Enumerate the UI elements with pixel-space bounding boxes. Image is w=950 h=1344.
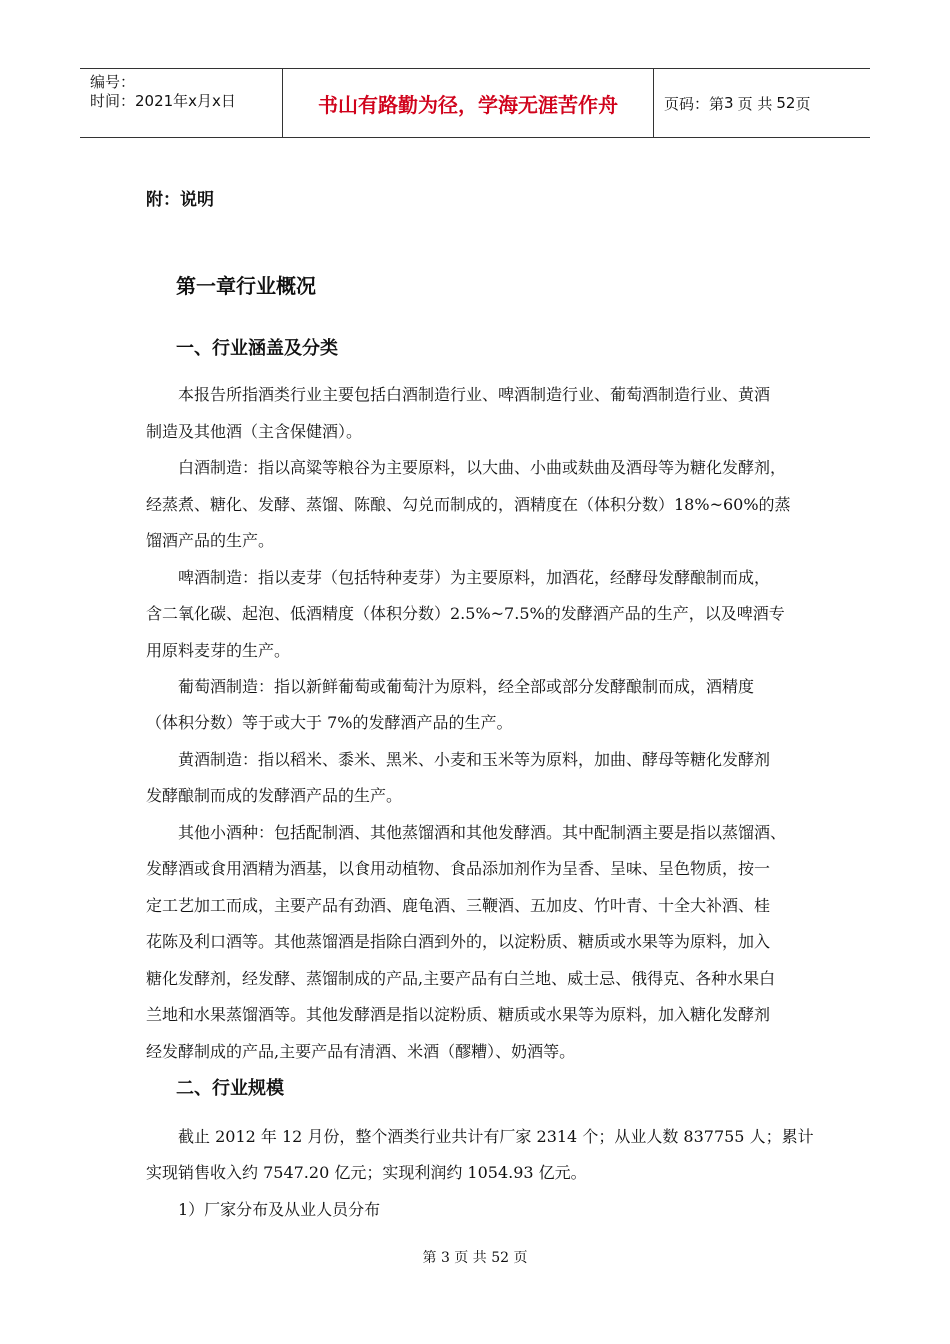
page-prefix: 页码：第 bbox=[664, 94, 725, 113]
body-line: 定工艺加工而成，主要产品有劲酒、鹿龟酒、三鞭酒、五加皮、竹叶青、十全大补酒、桂 bbox=[146, 896, 771, 915]
body-line: 发酵酿制而成的发酵酒产品的生产。 bbox=[146, 786, 403, 805]
page-info bbox=[654, 69, 870, 137]
body-line: 经蒸煮、糖化、发酵、蒸馏、陈酿、勾兑而制成的，酒精度在（体积分数）18%~60%的蒸 bbox=[146, 495, 791, 514]
section-title: 二、行业规模 bbox=[176, 1078, 284, 1099]
page-current: 3 bbox=[724, 94, 734, 112]
body-line: 截止 2012 年 12 月份，整个酒类行业共计有厂家 2314 个；从业人数 837755 人；累计 bbox=[178, 1127, 814, 1146]
page-footer: 第 3 页 共 52 页 bbox=[422, 1250, 528, 1266]
body-line: 糖化发酵剂，经发酵、蒸馏制成的产品,主要产品有白兰地、威士忌、俄得克、各种水果白 bbox=[146, 969, 776, 988]
chapter-title: 第一章行业概况 bbox=[176, 274, 316, 298]
page-total: 52 bbox=[776, 94, 796, 112]
body-line: 实现销售收入约 7547.20 亿元；实现利润约 1054.93 亿元。 bbox=[146, 1163, 587, 1182]
body-line: 其他小酒种：包括配制酒、其他蒸馏酒和其他发酵酒。其中配制酒主要是指以蒸馏酒、 bbox=[178, 823, 787, 842]
page-mid: 页 共 bbox=[737, 94, 773, 113]
attachment-title: 附：说明 bbox=[146, 190, 214, 210]
body-line: 制造及其他酒（主含保健酒）。 bbox=[146, 422, 363, 441]
number-label: 编号： bbox=[90, 73, 136, 91]
section-title: 一、行业涵盖及分类 bbox=[176, 338, 338, 359]
body-line: 含二氧化碳、起泡、低酒精度（体积分数）2.5%~7.5%的发酵酒产品的生产，以及啤酒专 bbox=[146, 604, 785, 623]
body-line: 黄酒制造：指以稻米、黍米、黑米、小麦和玉米等为原料，加曲、酵母等糖化发酵剂 bbox=[178, 750, 771, 769]
body-line: 本报告所指酒类行业主要包括白酒制造行业、啤酒制造行业、葡萄酒制造行业、黄酒 bbox=[178, 385, 771, 404]
body-line: 经发酵制成的产品,主要产品有清酒、米酒（醪糟）、奶酒等。 bbox=[146, 1042, 576, 1061]
body-line: 馏酒产品的生产。 bbox=[146, 531, 275, 550]
time-label: 时间：2021年x月x日 bbox=[90, 92, 236, 110]
motto: 书山有路勤为径，学海无涯苦作舟 bbox=[282, 69, 654, 137]
body-line: 用原料麦芽的生产。 bbox=[146, 641, 291, 660]
body-line: 兰地和水果蒸馏酒等。其他发酵酒是指以淀粉质、糖质或水果等为原料，加入糖化发酵剂 bbox=[146, 1005, 771, 1024]
body-line: 1）厂家分布及从业人员分布 bbox=[178, 1200, 381, 1219]
body-line: 白酒制造：指以高粱等粮谷为主要原料，以大曲、小曲或麸曲及酒母等为糖化发酵剂， bbox=[178, 458, 787, 477]
body-line: 发酵酒或食用酒精为酒基，以食用动植物、食品添加剂作为呈香、呈味、呈色物质，按一 bbox=[146, 859, 771, 878]
body-line: （体积分数）等于或大于 7%的发酵酒产品的生产。 bbox=[146, 713, 513, 732]
body-line: 花陈及利口酒等。其他蒸馏酒是指除白酒到外的，以淀粉质、糖质或水果等为原料，加入 bbox=[146, 932, 771, 951]
page-header bbox=[80, 68, 870, 138]
body-line: 葡萄酒制造：指以新鲜葡萄或葡萄汁为原料，经全部或部分发酵酿制而成，酒精度 bbox=[178, 677, 755, 696]
page-suffix: 页 bbox=[795, 94, 811, 113]
header-meta-cell bbox=[80, 69, 282, 137]
body-line: 啤酒制造：指以麦芽（包括特种麦芽）为主要原料，加酒花，经酵母发酵酿制而成， bbox=[178, 568, 771, 587]
